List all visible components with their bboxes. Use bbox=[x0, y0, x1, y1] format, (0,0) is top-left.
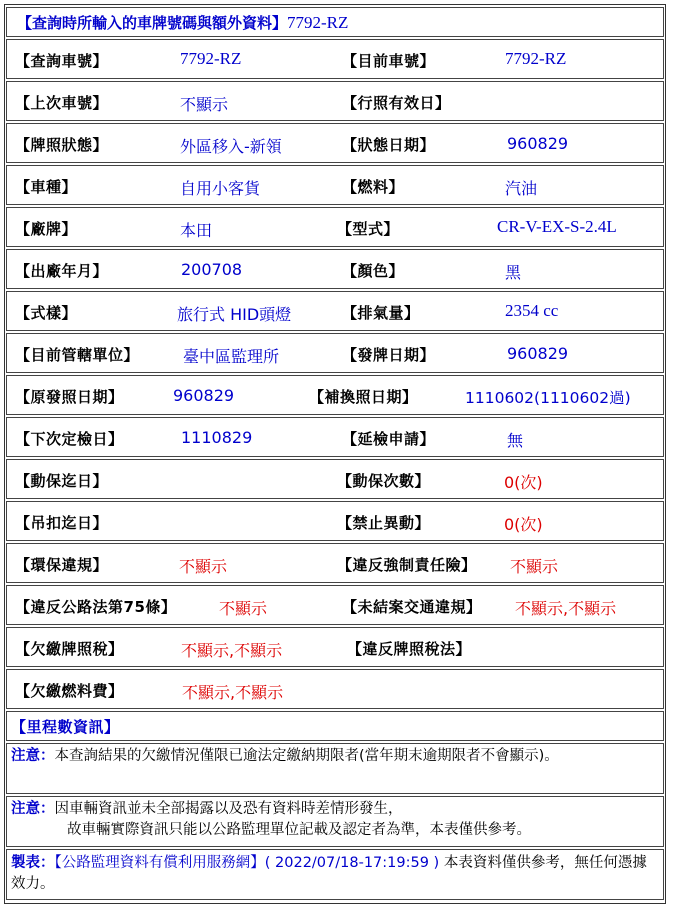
row-plates bbox=[6, 39, 664, 79]
row-manufacture bbox=[6, 249, 664, 289]
row-license-tax bbox=[6, 627, 664, 667]
label-model: 【型式】 bbox=[337, 220, 400, 238]
label-transfer-ban: 【禁止異動】 bbox=[337, 514, 431, 532]
value-transfer-ban: 0(次) bbox=[504, 515, 543, 534]
label-color: 【顏色】 bbox=[342, 262, 405, 280]
row-brand bbox=[6, 207, 664, 247]
title-text: 【查詢時所輸入的車牌號碼與額外資料】 bbox=[17, 14, 288, 32]
row-office bbox=[6, 333, 664, 373]
title-plate: 7792-RZ bbox=[287, 13, 349, 32]
footer bbox=[6, 849, 664, 900]
value-office: 臺中區監理所 bbox=[183, 347, 280, 366]
label-unpaid-license-tax: 【欠繳牌照稅】 bbox=[15, 640, 124, 658]
note-1-body: 本查詢結果的欠繳情況僅限已逾法定繳納期限者(當年期末逾期限者不會顯示)。 bbox=[54, 748, 559, 764]
label-road-law-75: 【違反公路法第75條】 bbox=[15, 598, 177, 616]
label-insurance-violation: 【違反強制責任險】 bbox=[337, 556, 477, 574]
value-reissue-date: 1110602(1110602過) bbox=[465, 389, 631, 407]
value-fuel: 汽油 bbox=[505, 179, 538, 198]
value-previous-plate: 不顯示 bbox=[180, 95, 229, 114]
label-status-date: 【狀態日期】 bbox=[342, 136, 436, 154]
row-fuel-fee bbox=[6, 669, 664, 709]
row-road-law bbox=[6, 585, 664, 625]
label-env-violation: 【環保違規】 bbox=[15, 556, 109, 574]
value-unpaid-fuel-fee: 不顯示,不顯示 bbox=[182, 683, 284, 702]
label-issue-date: 【發牌日期】 bbox=[342, 346, 436, 364]
label-original-license-date: 【原發照日期】 bbox=[15, 388, 124, 406]
label-current-plate: 【目前車號】 bbox=[342, 52, 436, 70]
value-unpaid-license-tax: 不顯示,不顯示 bbox=[181, 641, 283, 660]
note-1-heading: 注意： bbox=[11, 748, 55, 764]
note-1-text bbox=[11, 746, 659, 767]
row-previous-plate bbox=[6, 81, 664, 121]
footer-heading: 製表： bbox=[11, 855, 55, 871]
value-original-license-date: 960829 bbox=[173, 386, 235, 405]
label-brand: 【廠牌】 bbox=[15, 220, 78, 238]
footer-source-link[interactable]: 【公路監理資料有償利用服務網】 bbox=[54, 855, 265, 871]
label-extension: 【延檢申請】 bbox=[342, 430, 436, 448]
value-next-inspection: 1110829 bbox=[181, 428, 253, 447]
note-2-line-2: 故車輛實際資訊只能以公路監理單位記載及認定者為準，本表僅供參考。 bbox=[67, 822, 531, 838]
footer-timestamp: ( 2022/07/18-17:19:59 ) bbox=[264, 855, 440, 871]
header-row bbox=[6, 7, 664, 37]
value-displacement: 2354 cc bbox=[505, 301, 559, 320]
label-unpaid-fuel-fee: 【欠繳燃料費】 bbox=[15, 682, 124, 700]
row-style bbox=[6, 291, 664, 331]
value-env-violation: 不顯示 bbox=[179, 557, 228, 576]
label-style: 【式樣】 bbox=[15, 304, 78, 322]
value-vehicle-type: 自用小客貨 bbox=[180, 179, 261, 198]
value-query-plate: 7792-RZ bbox=[180, 49, 242, 68]
label-seize-until: 【吊扣迄日】 bbox=[15, 514, 109, 532]
value-current-plate: 7792-RZ bbox=[505, 49, 567, 68]
label-license-tax-violation: 【違反牌照稅法】 bbox=[347, 640, 472, 658]
label-query-plate: 【查詢車號】 bbox=[15, 52, 109, 70]
row-vehicle-type bbox=[6, 165, 664, 205]
value-mortgage-count: 0(次) bbox=[504, 473, 543, 492]
label-previous-plate: 【上次車號】 bbox=[15, 94, 109, 112]
label-vehicle-type: 【車種】 bbox=[15, 178, 78, 196]
note-1 bbox=[6, 743, 664, 794]
label-next-inspection: 【下次定檢日】 bbox=[15, 430, 124, 448]
page-title bbox=[17, 12, 348, 33]
label-manufacture-date: 【出廠年月】 bbox=[15, 262, 109, 280]
row-mortgage bbox=[6, 459, 664, 499]
label-license-valid: 【行照有效日】 bbox=[342, 94, 451, 112]
note-2-text bbox=[11, 799, 659, 841]
value-model: CR-V-EX-S-2.4L bbox=[497, 217, 617, 236]
row-violations bbox=[6, 543, 664, 583]
value-color: 黑 bbox=[505, 263, 522, 282]
value-style: 旅行式 HID頭燈 bbox=[177, 305, 292, 324]
label-plate-status: 【牌照狀態】 bbox=[15, 136, 109, 154]
label-fuel: 【燃料】 bbox=[342, 178, 405, 196]
label-traffic-unsettled: 【未結案交通違規】 bbox=[342, 598, 482, 616]
label-reissue-date: 【補換照日期】 bbox=[309, 388, 418, 406]
value-plate-status: 外區移入-新領 bbox=[180, 137, 282, 156]
label-mortgage-count: 【動保次數】 bbox=[337, 472, 431, 490]
value-insurance-violation: 不顯示 bbox=[510, 557, 559, 576]
label-displacement: 【排氣量】 bbox=[342, 304, 420, 322]
value-manufacture-date: 200708 bbox=[181, 260, 243, 279]
footer-text bbox=[11, 853, 659, 895]
label-office: 【目前管轄單位】 bbox=[15, 346, 140, 364]
value-status-date: 960829 bbox=[507, 134, 569, 153]
value-extension: 無 bbox=[507, 431, 524, 450]
value-brand: 本田 bbox=[180, 221, 213, 240]
row-license-dates bbox=[6, 375, 664, 415]
row-plate-status bbox=[6, 123, 664, 163]
footer-disclaimer: 本表資料僅供參考，無任何憑據效力。 bbox=[11, 855, 647, 892]
row-inspection bbox=[6, 417, 664, 457]
note-2 bbox=[6, 796, 664, 847]
label-mortgage-until: 【動保迄日】 bbox=[15, 472, 109, 490]
value-issue-date: 960829 bbox=[507, 344, 569, 363]
note-2-heading: 注意： bbox=[11, 801, 55, 817]
mileage-heading: 【里程數資訊】 bbox=[11, 718, 120, 736]
row-seize bbox=[6, 501, 664, 541]
value-road-law-75: 不顯示 bbox=[219, 599, 268, 618]
value-traffic-unsettled: 不顯示,不顯示 bbox=[515, 599, 617, 618]
row-mileage bbox=[6, 711, 664, 741]
note-2-line-1: 因車輛資訊並未全部揭露以及恐有資料時差情形發生， bbox=[54, 801, 403, 817]
